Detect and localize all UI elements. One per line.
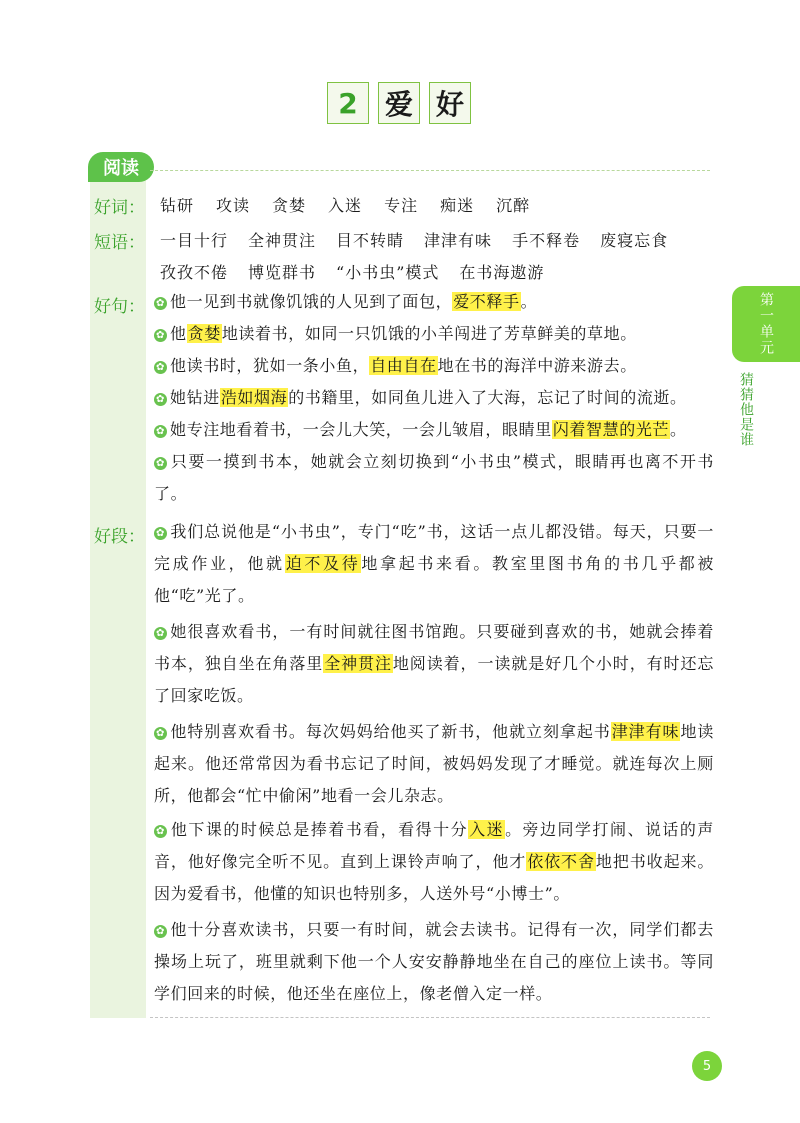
highlight: 迫不及待: [285, 554, 361, 573]
flower-bullet-icon: ✿: [154, 825, 167, 838]
label-paragraphs: 好段：: [94, 527, 145, 547]
highlight: 爱不释手: [453, 292, 520, 311]
phrase: 手不释卷: [512, 231, 581, 250]
paragraph-item: ✿ 我们总说他是“小书虫”，专门“吃”书，这话一点儿都没错。每天，只要一完成作业，他就迫不及待地拿起书来看。教室里图书角的书几乎都被他“吃”光了。: [154, 522, 715, 605]
phrase: 废寝忘食: [600, 231, 669, 250]
page-number: 5: [692, 1051, 722, 1081]
flower-bullet-icon: ✿: [154, 925, 167, 938]
highlight: 自由自在: [370, 356, 437, 375]
highlight: 贪婪: [187, 324, 221, 343]
sentence-item: ✿ 他一见到书就像饥饿的人见到了面包，爱不释手。: [156, 292, 538, 311]
phrase: 博览群书: [248, 263, 317, 282]
sentence-item: ✿ 他读书时，犹如一条小鱼，自由自在地在书的海洋中游来游去。: [156, 356, 637, 375]
section-divider: [150, 170, 710, 171]
word: 专注: [384, 196, 419, 215]
highlight: 津津有味: [611, 722, 680, 741]
title-char-2: 好: [429, 82, 471, 124]
phrase: 目不转睛: [336, 231, 405, 250]
paragraph-item: ✿ 她很喜欢看书，一有时间就往图书馆跑。只要碰到喜欢的书，她就会捧着书本，独自坐在角落里全神贯注地阅读着，一读就是好几个小时，有时还忘了回家吃饭。: [154, 622, 714, 705]
word: 沉醉: [496, 196, 531, 215]
flower-bullet-icon: ✿: [154, 457, 167, 470]
highlight: 依依不舍: [527, 852, 595, 871]
flower-bullet-icon: ✿: [154, 425, 167, 438]
flower-bullet-icon: ✿: [154, 329, 167, 342]
flower-bullet-icon: ✿: [154, 527, 167, 540]
word: 攻读: [216, 196, 251, 215]
phrase: 全神贯注: [248, 231, 317, 250]
phrase: 孜孜不倦: [160, 263, 229, 282]
phrase: “小书虫”模式: [336, 263, 440, 282]
label-sentences: 好句：: [94, 297, 145, 317]
flower-bullet-icon: ✿: [154, 361, 167, 374]
label-words: 好词：: [94, 198, 145, 218]
flower-bullet-icon: ✿: [154, 393, 167, 406]
word: 入迷: [328, 196, 363, 215]
bottom-divider: [150, 1017, 710, 1018]
highlight: 入迷: [469, 820, 505, 839]
word: 贪婪: [272, 196, 307, 215]
sentence-item: ✿ 她专注地看着书，一会儿大笑，一会儿皱眉，眼睛里闪着智慧的光芒。: [156, 420, 687, 439]
paragraph-item: ✿ 他十分喜欢读书，只要一有时间，就会去读书。记得有一次，同学们都去操场上玩了，班里就剩下他一个人安安静静地坐在自己的座位上读书。等同学们回来的时候，他还坐在座位上，像老僧入定一样。: [154, 920, 714, 1003]
word: 痴迷: [440, 196, 475, 215]
section-tab-reading: 阅读: [88, 152, 154, 182]
highlight: 浩如烟海: [220, 388, 288, 407]
phrases-row-2: [160, 260, 564, 283]
sentence-item: ✿ 她钻进浩如烟海的书籍里，如同鱼儿进入了大海，忘记了时间的流逝。: [156, 388, 687, 407]
phrase: 在书海遨游: [459, 263, 545, 282]
label-phrases: 短语：: [94, 233, 145, 253]
phrases-row-1: [160, 228, 688, 251]
lesson-number: 2: [327, 82, 369, 124]
sentence-item: ✿ 只要一摸到书本，她就会立刻切换到“小书虫”模式，眼睛再也离不开书了。: [154, 452, 714, 503]
paragraph-item: ✿ 他特别喜欢看书。每次妈妈给他买了新书，他就立刻拿起书津津有味地读起来。他还常常因为看书忘记了时间，被妈妈发现了才睡觉。就连每次上厕所，他都会“忙中偷闲”地看一会儿杂志。: [154, 722, 714, 805]
flower-bullet-icon: ✿: [154, 627, 167, 640]
flower-bullet-icon: ✿: [154, 727, 167, 740]
paragraph-item: ✿ 他下课的时候总是捧着书看，看得十分入迷。旁边同学打闹、说话的声音，他好像完全听不见。直到上课铃声响了，他才依依不舍地把书收起来。因为爱看书，他懂的知识也特别多，人送外号“小博士”。: [154, 820, 715, 903]
word: 钻研: [160, 196, 195, 215]
title-char-1: 爱: [378, 82, 420, 124]
phrase: 津津有味: [424, 231, 493, 250]
unit-subtitle: 猜猜他是谁: [738, 372, 754, 447]
words-row: [160, 193, 552, 216]
highlight: 全神贯注: [324, 654, 392, 673]
sentence-item: ✿ 他贪婪地读着书，如同一只饥饿的小羊闯进了芳草鲜美的草地。: [156, 324, 637, 343]
lesson-title: [327, 82, 471, 124]
unit-tab: 第一单元: [732, 286, 800, 362]
highlight: 闪着智慧的光芒: [552, 420, 670, 439]
phrase: 一目十行: [160, 231, 229, 250]
flower-bullet-icon: ✿: [154, 297, 167, 310]
